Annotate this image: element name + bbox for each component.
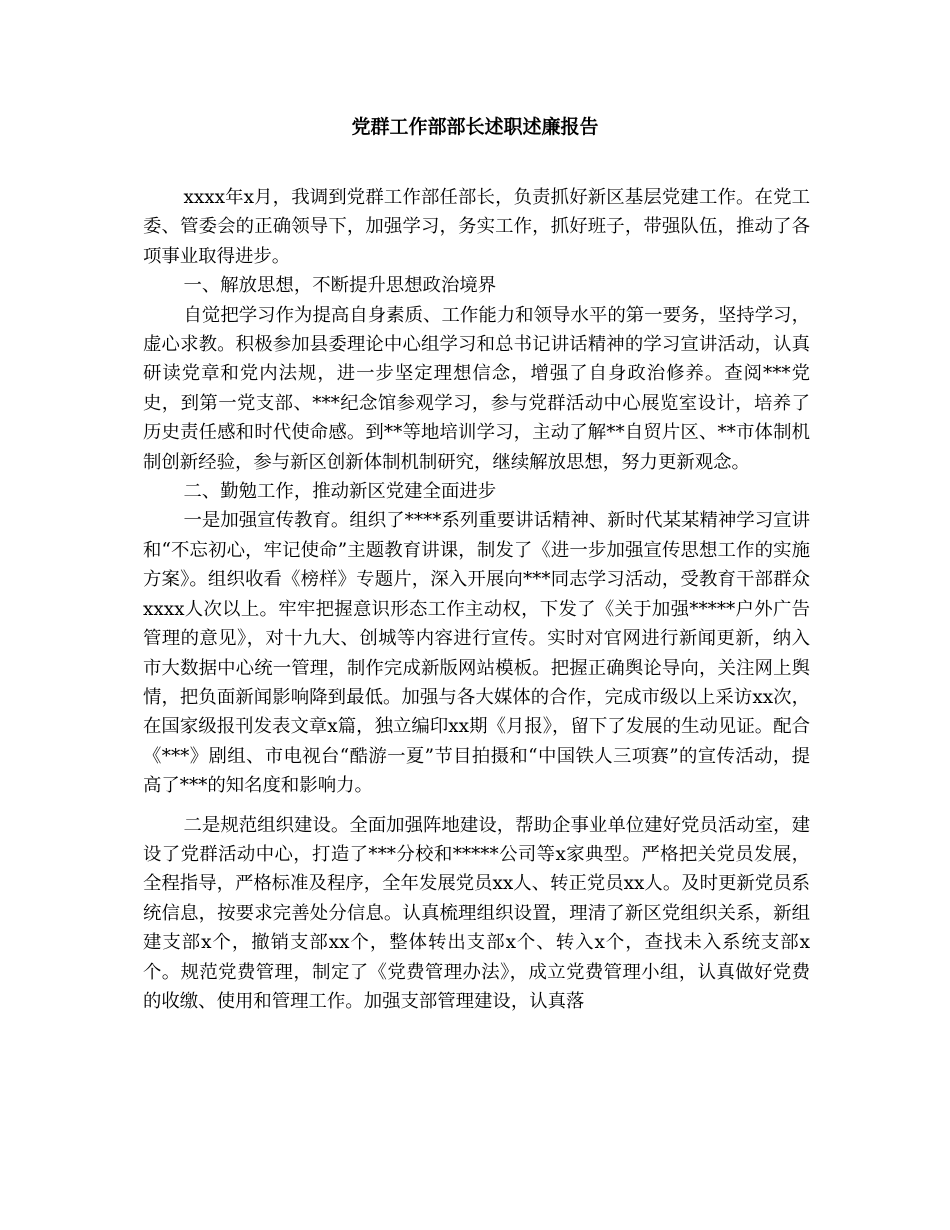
section-heading-2: 二、勤勉工作，推动新区党建全面进步 [183,481,497,503]
paragraph-intro: xxxx年x月，我调到党群工作部任部长，负责抓好新区基层党建工作。在党工委、管委会的正确领导下，加强学习，务实工作，抓好班子，带强队伍，推动了各项事业取得进步。 [143,187,810,267]
paragraph-organization: 二是规范组织建设。全面加强阵地建设，帮助企事业单位建好党员活动室，建设了党群活动中心，打造了***分校和*****公司等x家典型。严格把关党员发展，全程指导，严格标准及程序，全年发展党员xx人、转正党员xx人。及时更新党员系统信息，按要求完善处分信息。认真梳理组织设置，理清了新区党组织关系，新组建支部x个，撤销支部xx个，整体转出支部x个、转入x个，查找未入系统支部x个。规范党费管理，制定了《党费管理办法》，成立党费管理小组，认真做好党费的收缴、使用和管理工作。加强支部管理建设，认真落 [143,814,810,1012]
paragraph-study: 自觉把学习作为提高自身素质、工作能力和领导水平的第一要务，坚持学习，虚心求教。积极参加县委理论中心组学习和总书记讲话精神的学习宣讲活动，认真研读党章和党内法规，进一步坚定理想信念，增强了自身政治修养。查阅***党史，到第一党支部、***纪念馆参观学习，参与党群活动中心展览室设计，培养了历史责任感和时代使命感。到**等地培训学习，主动了解**自贸片区、**市体制机制创新经验，参与新区创新体制机制研究，继续解放思想，努力更新观念。 [143,304,810,473]
paragraph-publicity: 一是加强宣传教育。组织了****系列重要讲话精神、新时代某某精神学习宣讲和“不忘初心，牢记使命”主题教育讲课，制发了《进一步加强宣传思想工作的实施方案》。组织收看《榜样》专题片，深入开展向***同志学习活动，受教育干部群众xxxx人次以上。牢牢把握意识形态工作主动权，下发了《关于加强*****户外广告管理的意见》，对十九大、创城等内容进行宣传。实时对官网进行新闻更新，纳入市大数据中心统一管理，制作完成新版网站模板。把握正确舆论导向，关注网上舆情，把负面新闻影响降到最低。加强与各大媒体的合作，完成市级以上采访xx次，在国家级报刊发表文章x篇，独立编印xx期《月报》，留下了发展的生动见证。配合《***》剧组、市电视台“酷游一夏”节目拍摄和“中国铁人三项赛”的宣传活动，提高了***的知名度和影响力。 [143,510,810,797]
section-heading-1: 一、解放思想，不断提升思想政治境界 [183,275,497,297]
document-title: 党群工作部部长述职述廉报告 [351,116,599,138]
document-body [143,183,810,1016]
